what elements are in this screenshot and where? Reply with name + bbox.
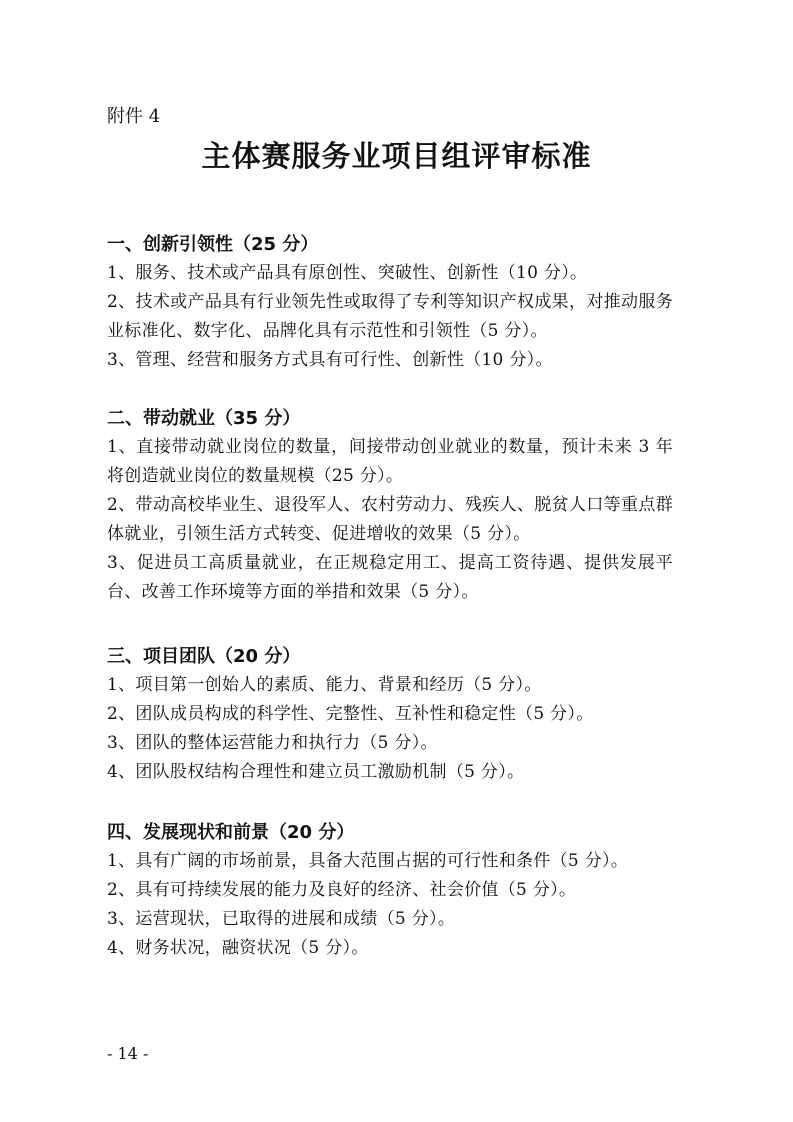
criterion-item: 1、直接带动就业岗位的数量，间接带动创业就业的数量，预计未来 3 年将创造就业岗位的数量规模（25 分）。 bbox=[107, 437, 673, 486]
section-development bbox=[107, 818, 673, 963]
criterion-item: 2、带动高校毕业生、退役军人、农村劳动力、残疾人、脱贫人口等重点群体就业，引领生活方式转变、促进增收的效果（5 分）。 bbox=[107, 495, 673, 544]
criterion-item: 4、团队股权结构合理性和建立员工激励机制（5 分）。 bbox=[107, 762, 525, 782]
attachment-label: 附件 4 bbox=[107, 106, 161, 127]
criterion-item: 3、促进员工高质量就业，在正规稳定用工、提高工资待遇、提供发展平台、改善工作环境等方面的举措和效果（5 分）。 bbox=[107, 553, 673, 602]
section-employment bbox=[107, 404, 673, 607]
section-heading: 一、创新引领性（25 分） bbox=[107, 234, 319, 255]
criterion-item: 4、财务状况，融资状况（5 分）。 bbox=[107, 938, 369, 958]
page-number: - 14 - bbox=[107, 1044, 149, 1063]
criterion-item: 3、团队的整体运营能力和执行力（5 分）。 bbox=[107, 733, 438, 753]
section-team bbox=[107, 642, 673, 787]
criterion-item: 1、项目第一创始人的素质、能力、背景和经历（5 分）。 bbox=[107, 675, 542, 695]
criterion-item: 2、技术或产品具有行业领先性或取得了专利等知识产权成果，对推动服务业标准化、数字化、品牌化具有示范性和引领性（5 分）。 bbox=[107, 292, 673, 341]
criterion-item: 2、具有可持续发展的能力及良好的经济、社会价值（5 分）。 bbox=[107, 880, 577, 900]
section-heading: 三、项目团队（20 分） bbox=[107, 646, 301, 667]
document-title: 主体赛服务业项目组评审标准 bbox=[201, 139, 592, 173]
criterion-item: 3、管理、经营和服务方式具有可行性、创新性（10 分）。 bbox=[107, 350, 553, 370]
criterion-item: 1、具有广阔的市场前景，具备大范围占据的可行性和条件（5 分）。 bbox=[107, 851, 629, 871]
criterion-item: 1、服务、技术或产品具有原创性、突破性、创新性（10 分）。 bbox=[107, 263, 588, 283]
section-heading: 四、发展现状和前景（20 分） bbox=[107, 822, 355, 843]
criterion-item: 2、团队成员构成的科学性、完整性、互补性和稳定性（5 分）。 bbox=[107, 704, 594, 724]
criterion-item: 3、运营现状，已取得的进展和成绩（5 分）。 bbox=[107, 909, 456, 929]
section-heading: 二、带动就业（35 分） bbox=[107, 408, 301, 429]
section-innovation bbox=[107, 230, 673, 375]
